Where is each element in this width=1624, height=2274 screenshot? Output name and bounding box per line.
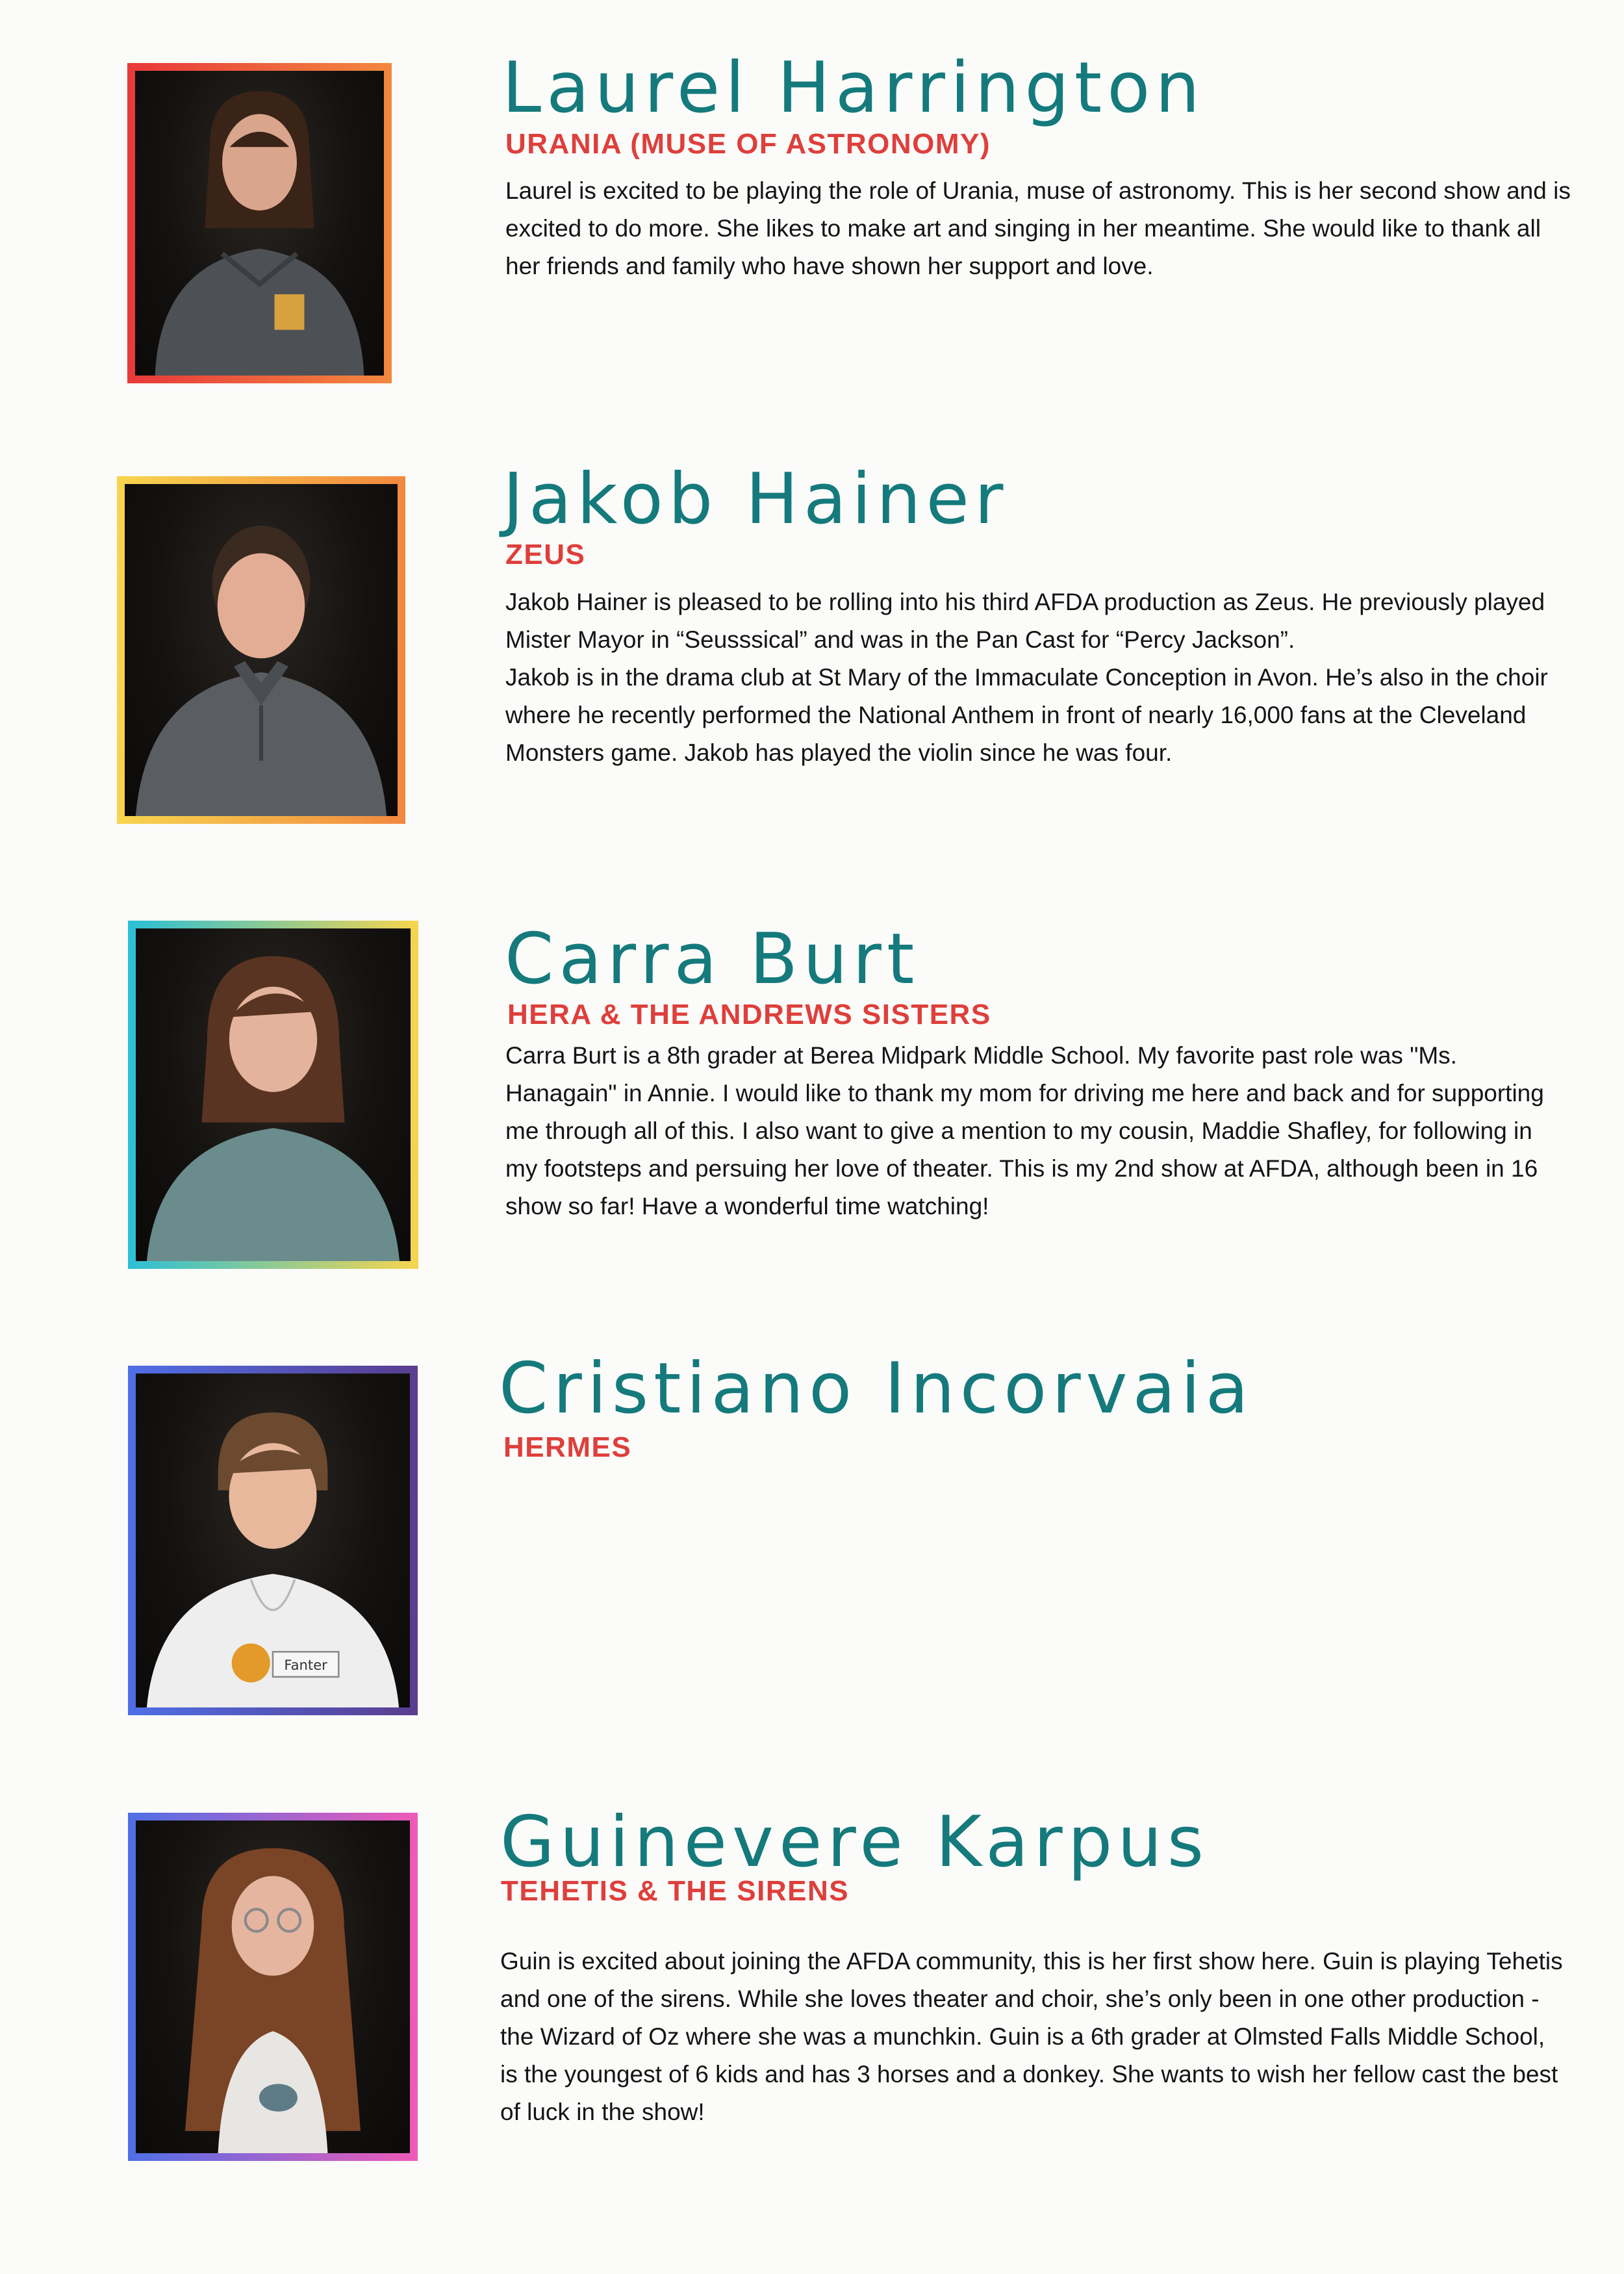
cast-bio: Jakob Hainer is pleased to be rolling into his third AFDA production as Zeus. He previously played Mister Mayor in “Seusssical” and was in the Pan Cast for “Percy Jackson”. Jakob is in the drama club at St Mary of the Immaculate Conception in Avon. He’s also in the choir where he recently performed the National Anthem in front of nearly 16,000 fans at the Cleveland Monsters game. Jakob has played the violin since he was four.	[505, 589, 1548, 766]
photo-frame	[128, 921, 418, 1269]
cast-role: TEHETIS & THE SIRENS	[501, 1875, 850, 1907]
cast-role: HERMES	[503, 1431, 632, 1463]
cast-role: URANIA (MUSE OF ASTRONOMY)	[505, 128, 991, 160]
photo-frame	[117, 476, 405, 824]
cast-bio: Carra Burt is a 8th grader at Berea Midpark Middle School. My favorite past role was "Ms. Hanagain" in Annie. I would like to thank my mom for driving me here and back and for supporting me through all of this. I also want to give a mention to my cousin, Maddie Shafley, for following in my footsteps and persuing her love of theater. This is my 2nd show at AFDA, although been in 16 show so far! Have a wonderful time watching!	[505, 1042, 1544, 1220]
cast-name: Guinevere Karpus	[500, 1802, 1209, 1883]
cast-role: ZEUS	[505, 539, 586, 570]
photo-frame	[127, 63, 392, 383]
cast-name: Carra Burt	[505, 919, 920, 1000]
cast-name: Cristiano Incorvaia	[499, 1348, 1254, 1429]
cast-name: Laurel Harrington	[502, 47, 1205, 129]
headshot-photo	[136, 1373, 410, 1707]
photo-frame	[128, 1366, 418, 1715]
cast-bio: Laurel is excited to be playing the role of Urania, muse of astronomy. This is her second show and is excited to do more. She likes to make art and singing in her meantime. She would like to thank all her friends and family who have shown her support and love.	[505, 177, 1571, 279]
headshot-photo	[136, 1820, 410, 2153]
name-badge-text: Fanter	[284, 1657, 327, 1674]
cast-role: HERA & THE ANDREWS SISTERS	[507, 999, 991, 1030]
headshot-photo	[135, 71, 384, 376]
cast-bio: Guin is excited about joining the AFDA community, this is her first show here. Guin is playing Tehetis and one of the sirens. While she loves theater and choir, she’s only been in one other production - the Wizard of Oz where she was a munchkin. Guin is a 6th grader at Olmsted Falls Middle School, is the youngest of 6 kids and has 3 horses and a donkey. She wants to wish her fellow cast the best of luck in the show!	[500, 1948, 1563, 2125]
headshot-photo	[125, 484, 398, 816]
photo-frame	[128, 1813, 418, 2161]
headshot-photo	[136, 928, 411, 1261]
cast-name: Jakob Hainer	[503, 459, 1009, 540]
